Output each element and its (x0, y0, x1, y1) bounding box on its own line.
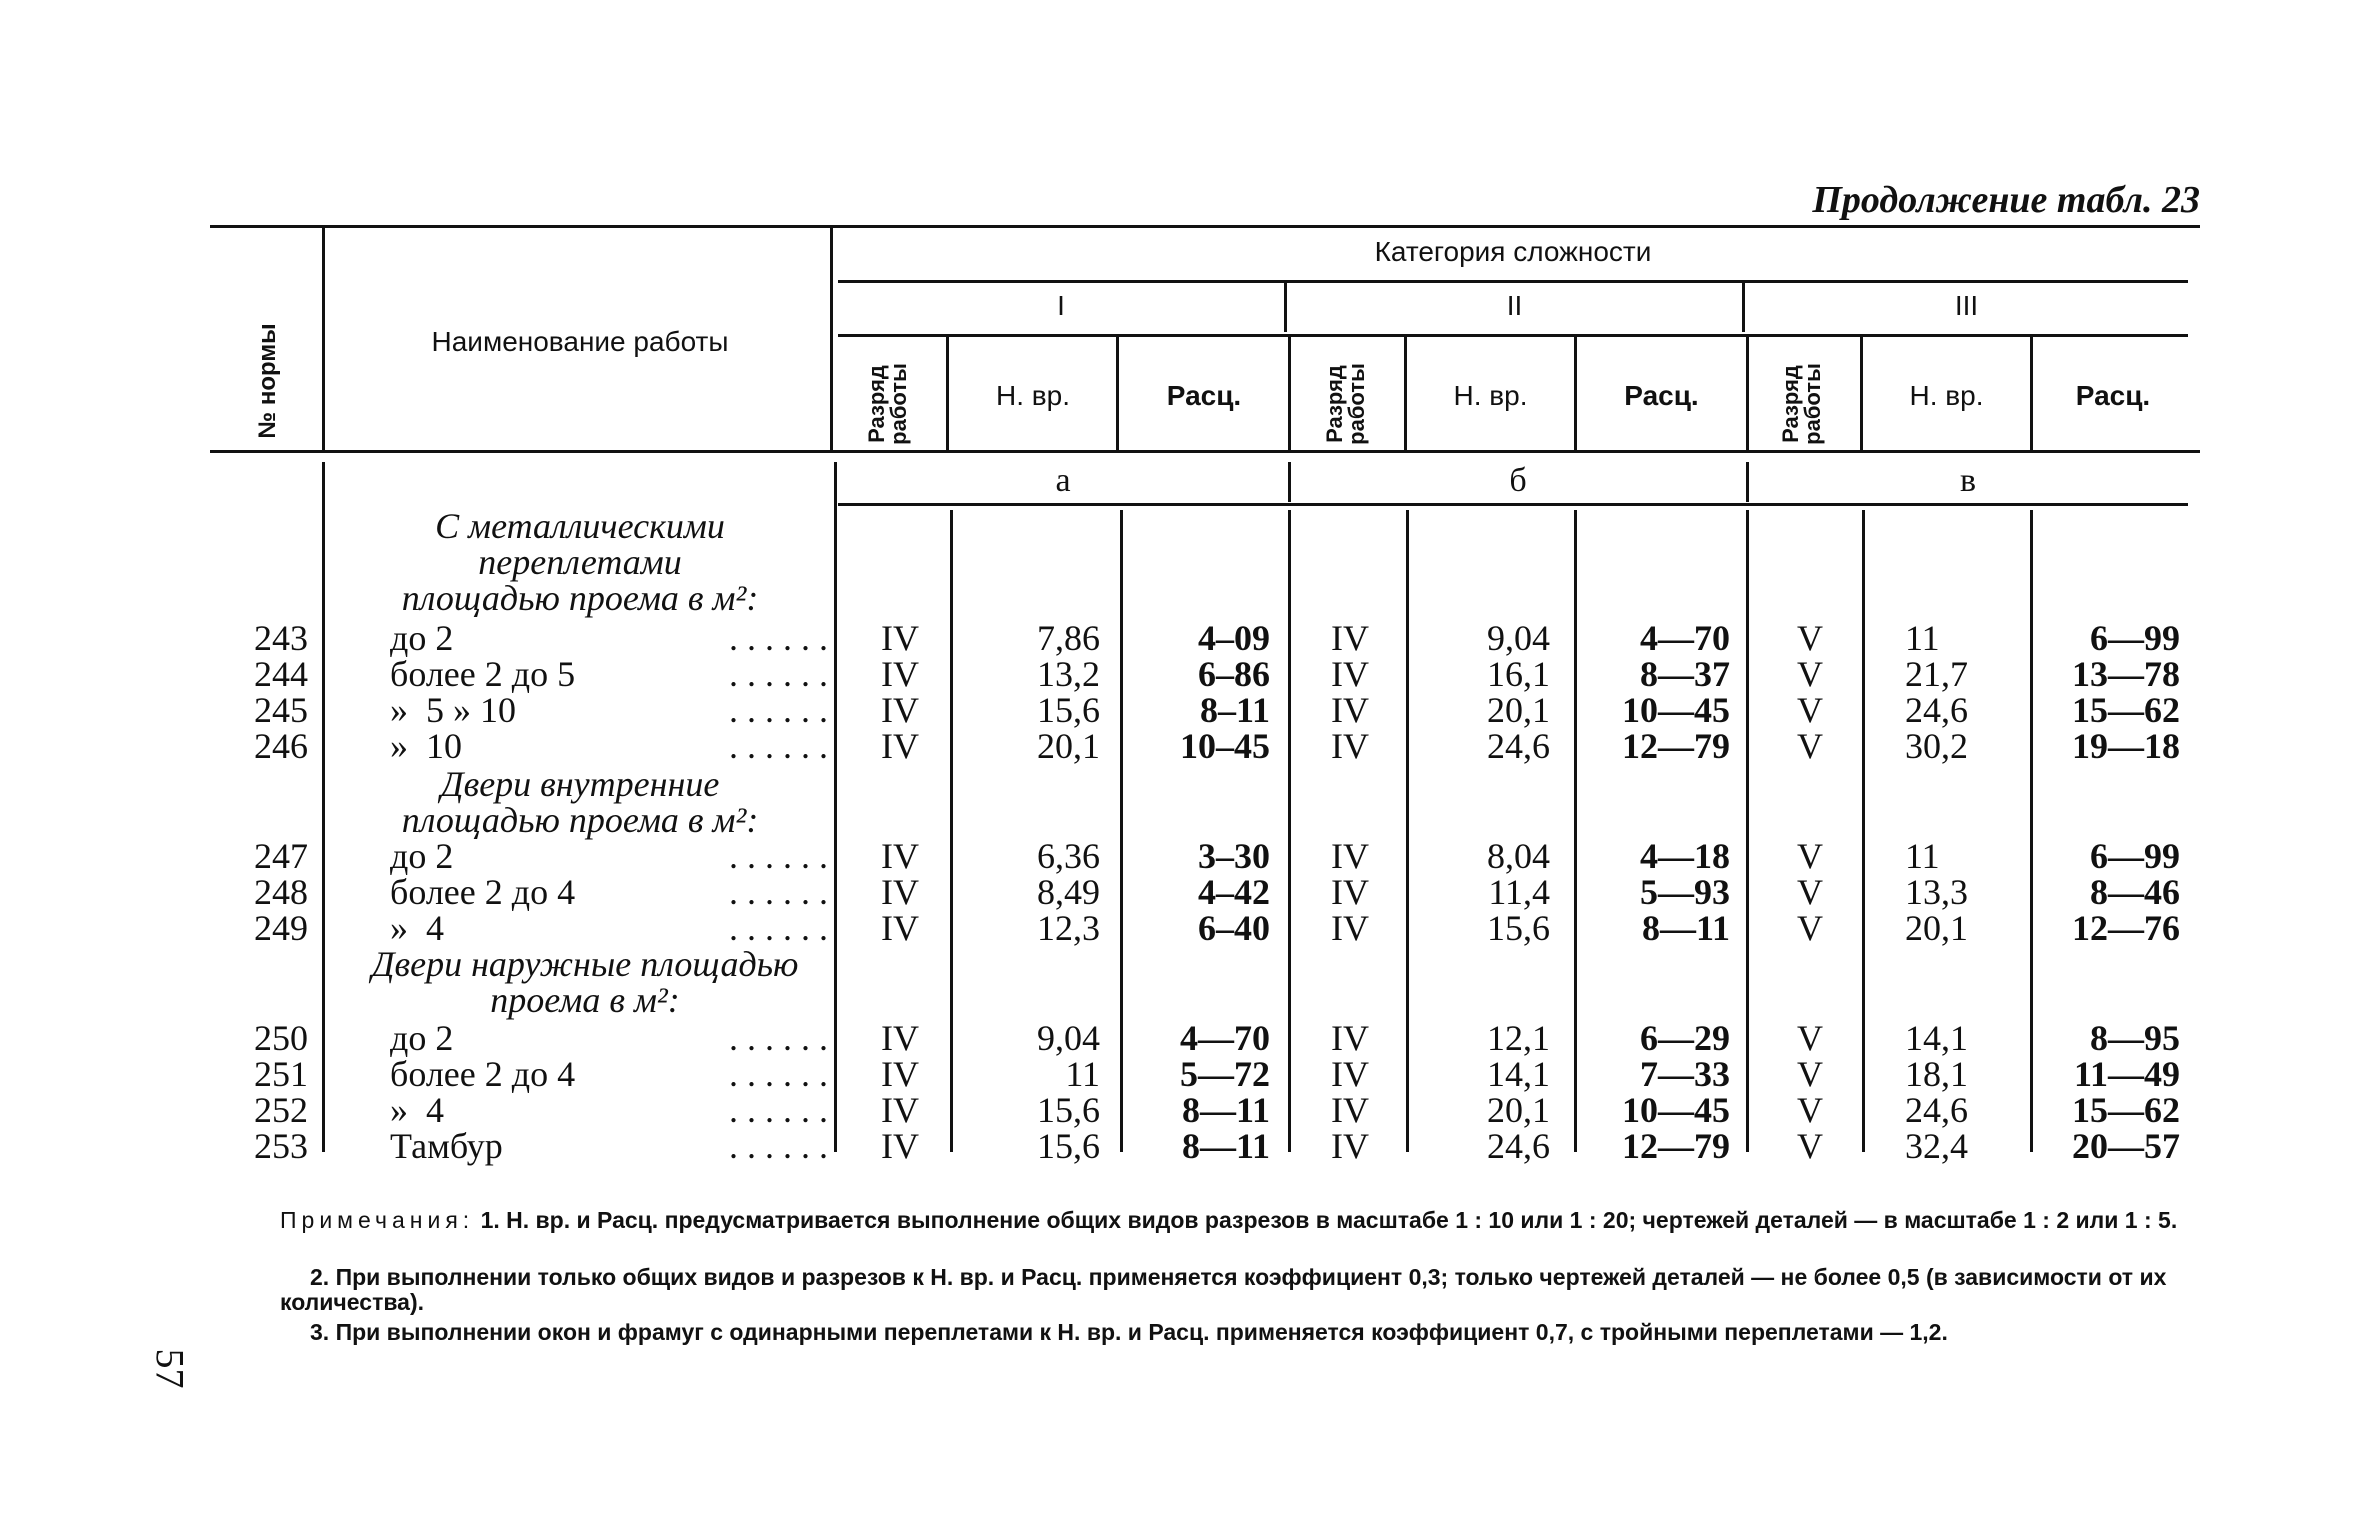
cell-r2: IV (1331, 618, 1369, 658)
cell-r1: IV (881, 654, 919, 694)
table-row (0, 874, 2363, 910)
leader-dots: . . . . . . (729, 1054, 828, 1094)
table-row (0, 656, 2363, 692)
cell-r1: IV (881, 836, 919, 876)
cell-r2: IV (1331, 654, 1369, 694)
cell-p3: 13—78 (2072, 654, 2180, 694)
cell-p2: 7—33 (1640, 1054, 1730, 1094)
cell-r1: IV (881, 1126, 919, 1166)
column-letter-v: в (1959, 462, 1977, 499)
cell-p1: 5—72 (1180, 1054, 1270, 1094)
header-category-1: I (1057, 290, 1065, 321)
cell-t2: 24,6 (1487, 1126, 1550, 1166)
norm-number: 250 (254, 1018, 308, 1058)
cell-r3: V (1797, 1126, 1823, 1166)
note-2: 2. При выполнении только общих видов и разрезов к Н. вр. и Расц. применяется коэффициент 0,3; только чертежей деталей — не более 0,5 (в зависимости от их количества). (280, 1264, 2167, 1315)
cell-p1: 10–45 (1180, 726, 1270, 766)
header-time-3: Н. вр. (1909, 380, 1984, 411)
work-name: » 4 (390, 908, 444, 948)
cell-t1: 8,49 (1037, 872, 1100, 912)
cell-p2: 10—45 (1622, 1090, 1730, 1130)
cell-t3: 20,1 (1905, 908, 1968, 948)
header-norm-number: № нормы (254, 323, 281, 439)
note-3: 3. При выполнении окон и фрамуг с одинарными переплетами к Н. вр. и Расц. применяется коэффициент 0,7, с тройными переплетами — 1,2. (310, 1319, 1948, 1345)
cell-r2: IV (1331, 1090, 1369, 1130)
header-category-3: III (1954, 290, 1979, 321)
cell-t2: 9,04 (1487, 618, 1550, 658)
work-name: более 2 до 4 (390, 1054, 576, 1094)
header-rate-1: Расц. (1166, 380, 1242, 411)
leader-dots: . . . . . . (729, 908, 828, 948)
cell-r3: V (1797, 1090, 1823, 1130)
cell-r3: V (1797, 654, 1823, 694)
norm-number: 253 (254, 1126, 308, 1166)
norm-number: 244 (254, 654, 308, 694)
cell-p1: 4—70 (1180, 1018, 1270, 1058)
cell-t2: 20,1 (1487, 1090, 1550, 1130)
cell-r3: V (1797, 726, 1823, 766)
work-name: » 5 » 10 (390, 690, 516, 730)
cell-r3: V (1797, 1054, 1823, 1094)
header-rank-2: Разряд работы (1322, 363, 1369, 445)
cell-r2: IV (1331, 1018, 1369, 1058)
column-letter-a: а (1055, 462, 1071, 499)
sub-divider (1288, 336, 1291, 450)
page-number: 57 (147, 1348, 193, 1389)
table-row (0, 1092, 2363, 1128)
cell-p1: 8–11 (1199, 690, 1270, 730)
cell-r3: V (1797, 618, 1823, 658)
header-rank-3: Разряд работы (1778, 363, 1825, 445)
norm-number: 243 (254, 618, 308, 658)
work-name: » 4 (390, 1090, 444, 1130)
cell-t2: 12,1 (1487, 1018, 1550, 1058)
cell-p1: 6–40 (1198, 908, 1270, 948)
norm-number: 251 (254, 1054, 308, 1094)
table-row (0, 838, 2363, 874)
header-rank-1: Разряд работы (864, 363, 911, 445)
section-title: С металлическими переплетами площадью проема в м²: (401, 506, 759, 618)
work-name: до 2 (390, 618, 454, 658)
norm-number: 247 (254, 836, 308, 876)
norm-number: 249 (254, 908, 308, 948)
cell-p2: 8—37 (1640, 654, 1730, 694)
cell-r1: IV (881, 726, 919, 766)
table-caption: Продолжение табл. 23 (1812, 179, 2200, 221)
sub-divider (1116, 336, 1119, 450)
cell-r1: IV (881, 872, 919, 912)
cell-t2: 15,6 (1487, 908, 1550, 948)
col-divider-no (322, 227, 325, 450)
work-name: » 10 (390, 726, 462, 766)
header-time-2: Н. вр. (1453, 380, 1528, 411)
leader-dots: . . . . . . (729, 690, 828, 730)
norm-number: 252 (254, 1090, 308, 1130)
leader-dots: . . . . . . (729, 618, 828, 658)
cell-r1: IV (881, 908, 919, 948)
work-name: до 2 (390, 836, 454, 876)
sub-divider (1746, 336, 1749, 450)
leader-dots: . . . . . . (729, 1018, 828, 1058)
cell-p2: 6—29 (1640, 1018, 1730, 1058)
cell-t2: 11,4 (1488, 872, 1550, 912)
header-category-2: II (1506, 290, 1523, 321)
work-name: более 2 до 5 (390, 654, 576, 694)
category-rule (838, 334, 2188, 337)
leader-dots: . . . . . . (729, 1090, 828, 1130)
cell-p1: 8—11 (1181, 1090, 1270, 1130)
leader-dots: . . . . . . (729, 654, 828, 694)
cell-t3: 11 (1905, 836, 1940, 876)
header-rate-3: Расц. (2075, 380, 2151, 411)
cell-r3: V (1797, 836, 1823, 876)
table-row (0, 1128, 2363, 1164)
note-1: Примечания: 1. Н. вр. и Расц. предусматривается выполнение общих видов разрезов в масштабе 1 : 10 или 1 : 20; чертежей деталей — в масштабе 1 : 2 или 1 : 5. (280, 1207, 2178, 1233)
cell-t2: 8,04 (1487, 836, 1550, 876)
cell-p3: 20—57 (2072, 1126, 2180, 1166)
cell-p2: 12—79 (1622, 1126, 1730, 1166)
cell-r2: IV (1331, 872, 1369, 912)
header-rate-2: Расц. (1624, 380, 1699, 411)
cell-t3: 11 (1905, 618, 1940, 658)
section-title: Двери наружные площадью проема в м²: (371, 944, 799, 1020)
cell-p2: 5—93 (1640, 872, 1730, 912)
cell-t1: 6,36 (1037, 836, 1100, 876)
header-work-name: Наименование работы (431, 326, 729, 357)
cell-p1: 4–09 (1198, 618, 1270, 658)
cell-r2: IV (1331, 1126, 1369, 1166)
complexity-rule (838, 280, 2188, 283)
cell-p1: 6–86 (1198, 654, 1270, 694)
cell-p2: 4—70 (1640, 618, 1730, 658)
cell-t1: 9,04 (1037, 1018, 1100, 1058)
cell-t3: 13,3 (1905, 872, 1968, 912)
cell-r3: V (1797, 872, 1823, 912)
norm-number: 246 (254, 726, 308, 766)
table-top-rule (210, 225, 2200, 228)
norm-number: 245 (254, 690, 308, 730)
table-row (0, 692, 2363, 728)
header-time-1: Н. вр. (995, 380, 1070, 411)
notes-heading: Примечания: (280, 1207, 475, 1233)
letters-rule (838, 503, 2188, 506)
header-complexity: Категория сложности (1374, 236, 1652, 267)
cell-t2: 14,1 (1487, 1054, 1550, 1094)
cell-p1: 3–30 (1198, 836, 1270, 876)
table-row (0, 910, 2363, 946)
cell-p1: 8—11 (1181, 1126, 1270, 1166)
cell-r2: IV (1331, 1054, 1369, 1094)
cell-r1: IV (881, 618, 919, 658)
cell-r2: IV (1331, 836, 1369, 876)
cell-r1: IV (881, 1090, 919, 1130)
cell-p3: 8—46 (2090, 872, 2180, 912)
cell-t1: 15,6 (1037, 1090, 1100, 1130)
column-letter-b: б (1509, 462, 1527, 499)
table-row (0, 1056, 2363, 1092)
cell-p2: 4—18 (1640, 836, 1730, 876)
section-title: Двери внутренние площадью проема в м²: (401, 764, 759, 840)
cell-t2: 24,6 (1487, 726, 1550, 766)
cell-p2: 10—45 (1622, 690, 1730, 730)
cell-r2: IV (1331, 690, 1369, 730)
cell-p3: 19—18 (2072, 726, 2180, 766)
cell-t1: 15,6 (1037, 1126, 1100, 1166)
cell-t1: 13,2 (1037, 654, 1100, 694)
cell-p2: 8—11 (1641, 908, 1730, 948)
cell-p3: 15—62 (2072, 1090, 2180, 1130)
leader-dots: . . . . . . (729, 872, 828, 912)
cell-r2: IV (1331, 908, 1369, 948)
cell-r3: V (1797, 690, 1823, 730)
leader-dots: . . . . . . (729, 726, 828, 766)
cell-p3: 15—62 (2072, 690, 2180, 730)
cell-t2: 16,1 (1487, 654, 1550, 694)
cell-r2: IV (1331, 726, 1369, 766)
cell-r3: V (1797, 1018, 1823, 1058)
cell-t3: 30,2 (1905, 726, 1968, 766)
cell-t1: 11 (1065, 1054, 1100, 1094)
cell-p2: 12—79 (1622, 726, 1730, 766)
cell-p3: 12—76 (2072, 908, 2180, 948)
cell-t3: 32,4 (1905, 1126, 1968, 1166)
cell-t3: 18,1 (1905, 1054, 1968, 1094)
cell-t3: 24,6 (1905, 690, 1968, 730)
cell-t1: 12,3 (1037, 908, 1100, 948)
work-name: до 2 (390, 1018, 454, 1058)
cell-t1: 7,86 (1037, 618, 1100, 658)
cell-p3: 8—95 (2090, 1018, 2180, 1058)
work-name: более 2 до 4 (390, 872, 576, 912)
sub-divider (946, 336, 949, 450)
cell-r1: IV (881, 1054, 919, 1094)
col-divider-name (830, 227, 833, 450)
cell-t3: 21,7 (1905, 654, 1968, 694)
header-bottom-rule (210, 450, 2200, 453)
cell-p3: 11—49 (2073, 1054, 2180, 1094)
cell-t3: 14,1 (1905, 1018, 1968, 1058)
leader-dots: . . . . . . (729, 836, 828, 876)
cell-r1: IV (881, 690, 919, 730)
table-row (0, 1020, 2363, 1056)
norm-number: 248 (254, 872, 308, 912)
cell-p3: 6—99 (2090, 836, 2180, 876)
table-row (0, 728, 2363, 764)
leader-dots: . . . . . . (729, 1126, 828, 1166)
cell-r1: IV (881, 1018, 919, 1058)
cell-t1: 15,6 (1037, 690, 1100, 730)
table-row (0, 620, 2363, 656)
cell-r3: V (1797, 908, 1823, 948)
work-name: Тамбур (390, 1126, 503, 1166)
cell-p1: 4–42 (1198, 872, 1270, 912)
cell-t1: 20,1 (1037, 726, 1100, 766)
cell-t2: 20,1 (1487, 690, 1550, 730)
cell-p3: 6—99 (2090, 618, 2180, 658)
cell-t3: 24,6 (1905, 1090, 1968, 1130)
